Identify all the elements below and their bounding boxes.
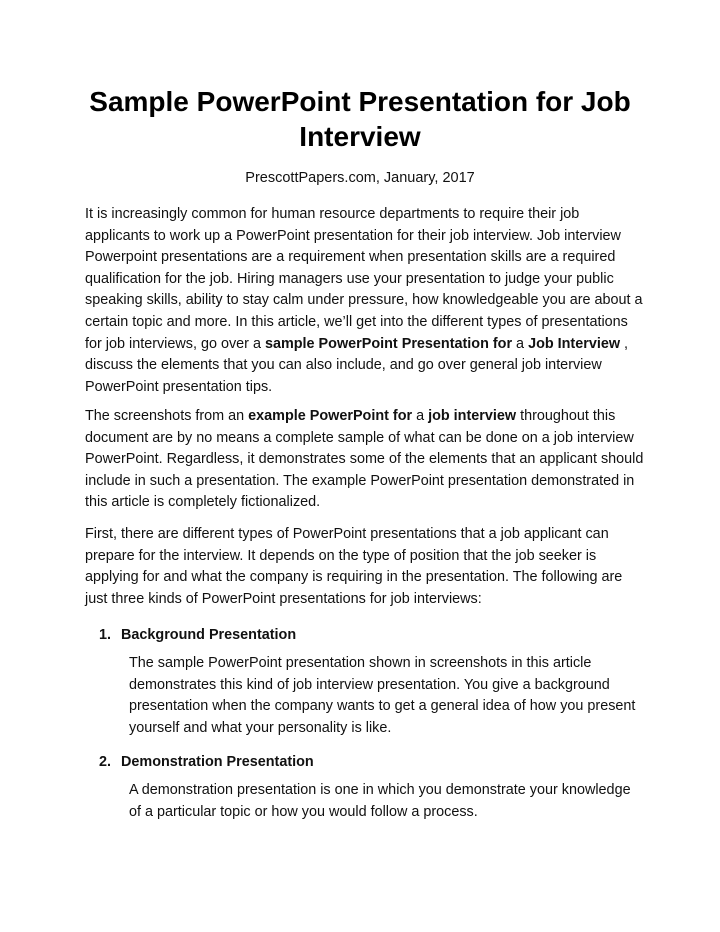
text-line: yourself and what your personality is like. [129,719,392,736]
text-line: discuss the elements that you can also include, and go over general job interview [85,357,602,374]
list-item-description [129,653,635,739]
page-title-line-2: Interview [299,121,421,152]
list-number: 1. [99,627,112,643]
text-run: for job interviews, go over a [85,335,265,352]
bold-phrase-sample-powerpoint: sample PowerPoint Presentation for [264,335,513,352]
text-run: throughout this [516,408,616,424]
text-line: presentation when the company wants to get a general idea of how you present [129,698,636,714]
bold-phrase-job-interview: job interview [428,408,517,424]
list-item-heading [99,752,314,772]
text-line: The sample PowerPoint presentation shown in screenshots in this article [129,655,592,671]
text-line: applicants to work up a PowerPoint presentation for their job interview. Job interview [85,227,621,244]
intro-paragraph [85,204,643,398]
text-line: A demonstration presentation is one in which you demonstrate your knowledge [129,782,631,798]
list-number: 2. [99,754,112,770]
list-heading-text: Background Presentation [121,627,297,643]
list-heading-text: Demonstration Presentation [121,754,314,770]
text-line [85,334,640,356]
text-line: PowerPoint presentation tips. [85,378,273,395]
text-line: this article is completely fictionalized. [85,494,321,511]
text-line: First, there are different types of PowerPoint presentations that a job applicant can [85,526,609,542]
bold-phrase-job-interview: Job Interview [528,335,621,352]
list-item-heading [99,625,296,645]
text-line: speaking skills, ability to stay calm under pressure, how knowledgeable you are about a [85,292,643,309]
text-line: demonstrates this kind of job interview presentation. You give a background [129,676,610,693]
types-intro-paragraph [85,524,640,610]
list-item-description [129,780,631,823]
text-line: It is increasingly common for human resource departments to require their job [85,206,580,222]
text-line: qualification for the job. Hiring managers use your presentation to judge your public [85,270,614,287]
text-line: just three kinds of PowerPoint presentations for job interviews: [85,590,482,607]
text-line: PowerPoint. Regardless, it demonstrates some of the elements that an applicant should [85,451,644,468]
bold-phrase-example-powerpoint: example PowerPoint for [248,408,413,424]
text-line: of a particular topic or how you would follow a process. [129,803,478,820]
text-line: include in such a presentation. The example PowerPoint presentation demonstrated in [85,472,635,489]
text-line: certain topic and more. In this article, we’ll get into the different types of presentations [85,313,628,330]
page-title-line-1: Sample PowerPoint Presentation for Job [89,86,631,117]
text-run: a [512,335,529,352]
byline: PrescottPapers.com, January, 2017 [245,170,475,186]
text-line: document are by no means a complete sample of what can be done on a job interview [85,429,634,446]
text-line: applying for and what the company is requiring in the presentation. The following are [85,569,623,586]
text-run: The screenshots from an [85,408,249,424]
screenshots-paragraph [85,406,644,514]
text-run: a [412,408,429,424]
page-title [60,84,660,154]
text-line [85,406,640,428]
text-line: Powerpoint presentations are a requirement when presentation skills are a required [85,249,616,266]
text-line: prepare for the interview. It depends on the type of position that the job seeker is [85,547,597,564]
text-run: , [620,335,629,352]
